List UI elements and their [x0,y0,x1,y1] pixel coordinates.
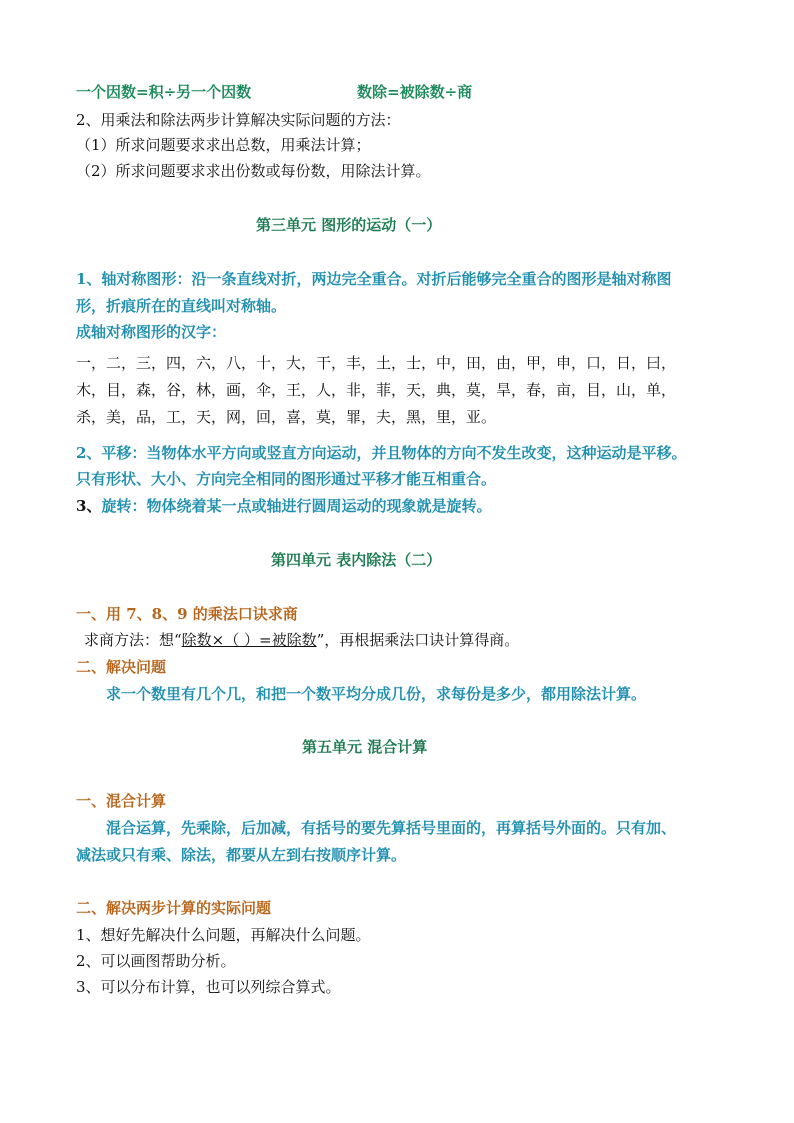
mix-line-2: 减法或只有乘、除法，都要从左到右按顺序计算。 [76,846,407,864]
rotation-line [76,496,491,516]
rotation-number: 3、 [76,497,102,515]
axis-def-line-2: 形，折痕所在的直线叫对称轴。 [76,297,287,315]
method-item-2: （2）所求问题要求求出份数或每份数，用除法计算。 [76,162,431,180]
unit4-heading-2: 二、解决问题 [76,658,167,676]
axis-def-line-1: 1、轴对称图形：沿一条直线对折，两边完全重合。对折后能够完全重合的图形是轴对称图 [76,270,672,288]
chars-line-3: 杀，美，品，工，天，网，回，喜，莫，罪，夫，黑，里，亚。 [76,408,497,426]
formula-divisor: 数除=被除数÷商 [357,83,473,101]
solve-text: 求一个数里有几个几，和把一个数平均分成几份，求每份是多少，都用除法计算。 [106,685,647,703]
quotient-method-pre: 求商方法：想“ [84,631,182,649]
quotient-method-underline: 除数×（ ）=被除数 [181,631,317,649]
chars-title: 成轴对称图形的汉字： [76,323,227,341]
chars-line-1: 一，二，三，四，六，八，十，大，干，丰，土，士，中，田，由，甲，申，口，日，曰， [76,354,677,372]
quotient-method-post: ”，再根据乘法口诀计算得商。 [316,631,520,649]
chars-line-2: 木，目，森，谷，林，画，伞，王，人，非，菲，天，典，莫，旱，春，亩，目，山，单， [76,381,677,399]
unit4-title: 第四单元 表内除法（二） [271,551,442,569]
quotient-method [84,630,519,650]
unit5-title: 第五单元 混合计算 [302,738,428,756]
rotation-text: 旋转：物体绕着某一点或轴进行圆周运动的现象就是旋转。 [101,497,492,515]
formula-factor: 一个因数=积÷另一个因数 [76,83,252,101]
unit5-heading-2: 二、解决两步计算的实际问题 [76,899,272,917]
method-title: 2、用乘法和除法两步计算解决实际问题的方法： [76,111,401,129]
mix-line-1: 混合运算，先乘除，后加减，有括号的要先算括号里面的，再算括号外面的。只有加、 [106,819,677,837]
unit3-title: 第三单元 图形的运动（一） [256,216,442,234]
unit4-heading-1: 一、用 7、8、9 的乘法口诀求商 [76,605,298,623]
step-1: 1、想好先解决什么问题，再解决什么问题。 [76,926,371,944]
step-3: 3、可以分布计算，也可以列综合算式。 [76,978,341,996]
translation-line-2: 只有形状、大小、方向完全相同的图形通过平移才能互相重合。 [76,470,497,488]
translation-line-1: 2、平移：当物体水平方向或竖直方向运动，并且物体的方向不发生改变，这种运动是平移。 [76,444,687,462]
step-2: 2、可以画图帮助分析。 [76,952,236,970]
method-item-1: （1）所求问题要求求出总数，用乘法计算； [76,136,371,154]
unit5-heading-1: 一、混合计算 [76,792,167,810]
